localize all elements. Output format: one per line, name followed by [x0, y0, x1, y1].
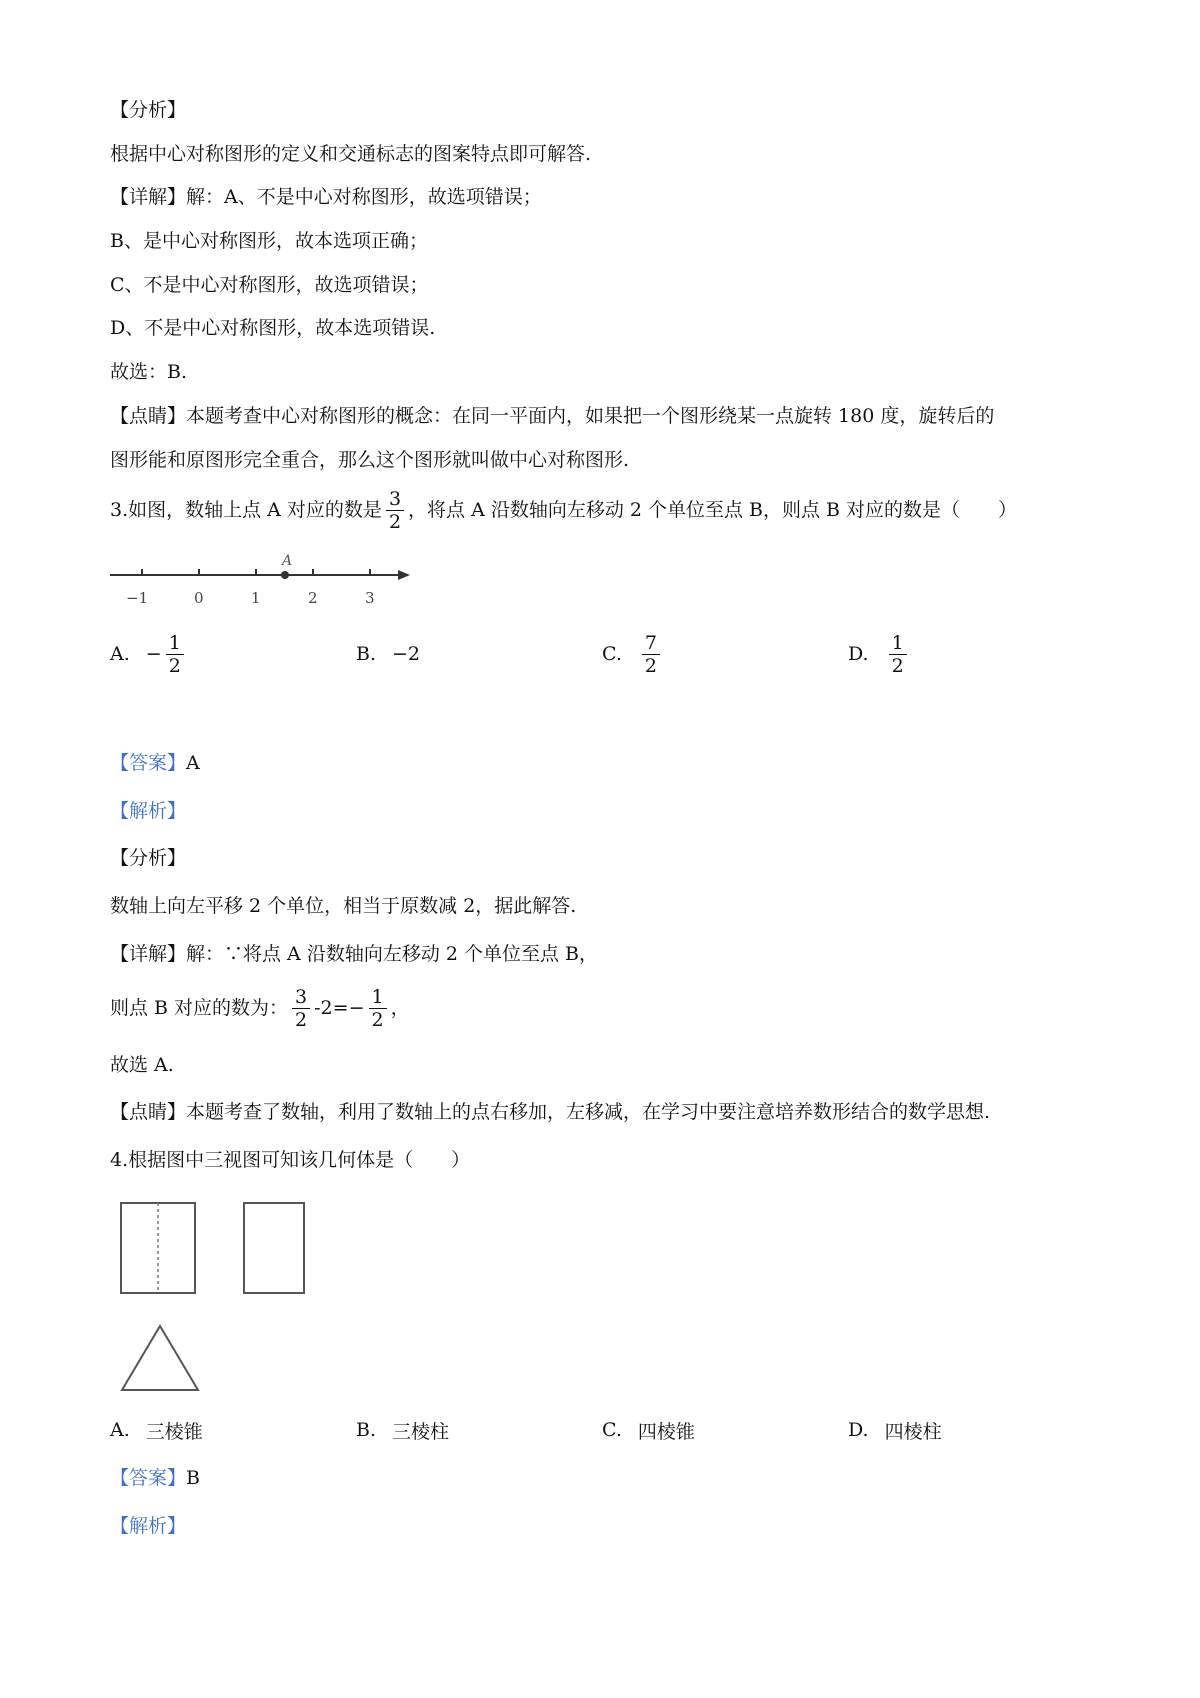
q3-dianjing — [110, 1098, 990, 1126]
q3-answer — [110, 749, 200, 777]
q4-option-d — [848, 1400, 942, 1460]
q3-calc-fraction-1 — [292, 986, 310, 1031]
q3-detail-text: 解：∵将点 A 沿数轴向左移动 2 个单位至点 B， — [186, 943, 598, 965]
side-view-rect — [244, 1203, 304, 1293]
q4-answer — [110, 1464, 200, 1492]
q3-dianjing-text: 本题考查了数轴，利用了数轴上的点右移加，左移减，在学习中要注意培养数形结合的数学思想. — [186, 1101, 991, 1123]
q4-option-d-text: 四棱柱 — [884, 1420, 942, 1443]
q3-option-b-value: −2 — [392, 643, 421, 665]
q4-stem: 4.根据图中三视图可知该几何体是（ ） — [110, 1149, 471, 1171]
tick-label-0: 0 — [194, 589, 204, 607]
q3-choice: 故选 A. — [110, 1054, 174, 1076]
q2-dianjing — [110, 402, 994, 430]
q3-calc-den-2: 2 — [371, 1008, 384, 1031]
q3-calc-fraction-2 — [369, 986, 387, 1031]
q3-calc-num-2: 1 — [369, 986, 387, 1009]
q3-jiexi-label: 【解析】 — [110, 800, 187, 822]
q3-option-b — [356, 624, 420, 684]
q4-top-view — [118, 1322, 202, 1394]
q4-option-c — [602, 1400, 695, 1460]
q3-stem-after: ，将点 A 沿数轴向左移动 2 个单位至点 B，则点 B 对应的数是（ ） — [408, 499, 1018, 521]
q4-option-a-letter: A. — [110, 1419, 130, 1441]
tick-label-minus-1: −1 — [126, 589, 149, 607]
q4-option-b-text: 三棱柱 — [392, 1420, 450, 1443]
q4-answer-value: B — [186, 1467, 200, 1489]
q3-calculation — [110, 978, 410, 1038]
q3-stem-frac-den: 2 — [388, 510, 402, 533]
q3-detail-label: 【详解】 — [110, 943, 187, 965]
q3-analysis-text: 数轴上向左平移 2 个单位，相当于原数减 2，据此解答. — [110, 895, 577, 917]
q4-jiexi-label: 【解析】 — [110, 1515, 187, 1537]
q4-side-view — [241, 1200, 307, 1296]
q3-stem-before: 3.如图，数轴上点 A 对应的数是 — [110, 499, 382, 521]
tick-label-1: 1 — [251, 589, 261, 607]
q3-stem-fraction — [386, 488, 404, 533]
q3-option-a-letter: A. — [110, 643, 130, 665]
q2-dianjing-text-2: 图形能和原图形完全重合，那么这个图形就叫做中心对称图形. — [110, 449, 630, 471]
q3-calc-before: 则点 B 对应的数为： — [110, 997, 289, 1019]
q3-calc-mid: -2=− — [314, 997, 365, 1019]
q3-option-c-num: 7 — [642, 632, 660, 655]
q3-option-c-letter: C. — [602, 643, 622, 665]
q4-option-d-letter: D. — [848, 1419, 869, 1441]
number-line-arrow — [398, 570, 410, 580]
q3-number-line — [110, 548, 430, 608]
q4-option-a — [110, 1400, 203, 1460]
q3-calc-after: ， — [390, 997, 410, 1019]
q3-option-c-den: 2 — [644, 654, 657, 677]
q4-answer-label: 【答案】 — [110, 1467, 187, 1489]
q2-detail — [110, 183, 542, 211]
q3-answer-label: 【答案】 — [110, 752, 187, 774]
q2-detail-label: 【详解】 — [110, 186, 187, 208]
q2-analysis-text: 根据中心对称图形的定义和交通标志的图案特点即可解答. — [110, 143, 592, 165]
tick-label-2: 2 — [308, 589, 318, 607]
q3-answer-value: A — [186, 752, 200, 774]
q3-analysis-heading: 【分析】 — [110, 847, 187, 869]
q3-calc-num-1: 3 — [292, 986, 310, 1009]
q4-option-c-text: 四棱锥 — [637, 1420, 695, 1443]
q3-detail — [110, 940, 598, 968]
q2-analysis-heading: 【分析】 — [110, 99, 187, 121]
q3-option-d-num: 1 — [889, 632, 907, 655]
q4-option-a-text: 三棱锥 — [145, 1420, 203, 1443]
q4-option-b — [356, 1400, 449, 1460]
q3-option-b-letter: B. — [356, 643, 377, 665]
q3-option-d — [848, 624, 911, 684]
q3-stem-frac-num: 3 — [386, 488, 404, 511]
q3-option-d-fraction — [889, 632, 907, 677]
q3-option-d-letter: D. — [848, 643, 869, 665]
q3-option-a-sign: − — [145, 643, 162, 665]
q4-option-c-letter: C. — [602, 1419, 622, 1441]
point-a — [281, 571, 289, 579]
tick-label-3: 3 — [365, 589, 375, 607]
q2-dianjing-label: 【点睛】 — [110, 405, 187, 427]
q3-option-a-num: 1 — [166, 632, 184, 655]
q4-option-b-letter: B. — [356, 1419, 377, 1441]
q3-option-a — [110, 624, 188, 684]
q2-line-c: C、不是中心对称图形，故选项错误； — [110, 274, 429, 296]
q2-dianjing-text-1: 本题考查中心对称图形的概念：在同一平面内，如果把一个图形绕某一点旋转 180 度，旋转后的 — [186, 405, 995, 427]
q3-stem — [110, 480, 1017, 540]
q4-front-view — [118, 1200, 198, 1296]
q3-calc-den-1: 2 — [295, 1008, 308, 1031]
q2-detail-text: 解：A、不是中心对称图形，故选项错误； — [186, 186, 542, 208]
top-view-triangle — [122, 1326, 198, 1390]
q3-option-d-den: 2 — [891, 654, 904, 677]
q2-choice: 故选：B. — [110, 361, 188, 383]
q2-line-b: B、是中心对称图形，故本选项正确； — [110, 230, 428, 252]
q3-option-a-den: 2 — [168, 654, 181, 677]
q2-line-d: D、不是中心对称图形，故本选项错误. — [110, 317, 436, 339]
point-a-label: A — [282, 553, 293, 569]
q3-dianjing-label: 【点睛】 — [110, 1101, 187, 1123]
q3-option-c-fraction — [642, 632, 660, 677]
q3-option-a-fraction — [166, 632, 184, 677]
q3-option-c — [602, 624, 664, 684]
